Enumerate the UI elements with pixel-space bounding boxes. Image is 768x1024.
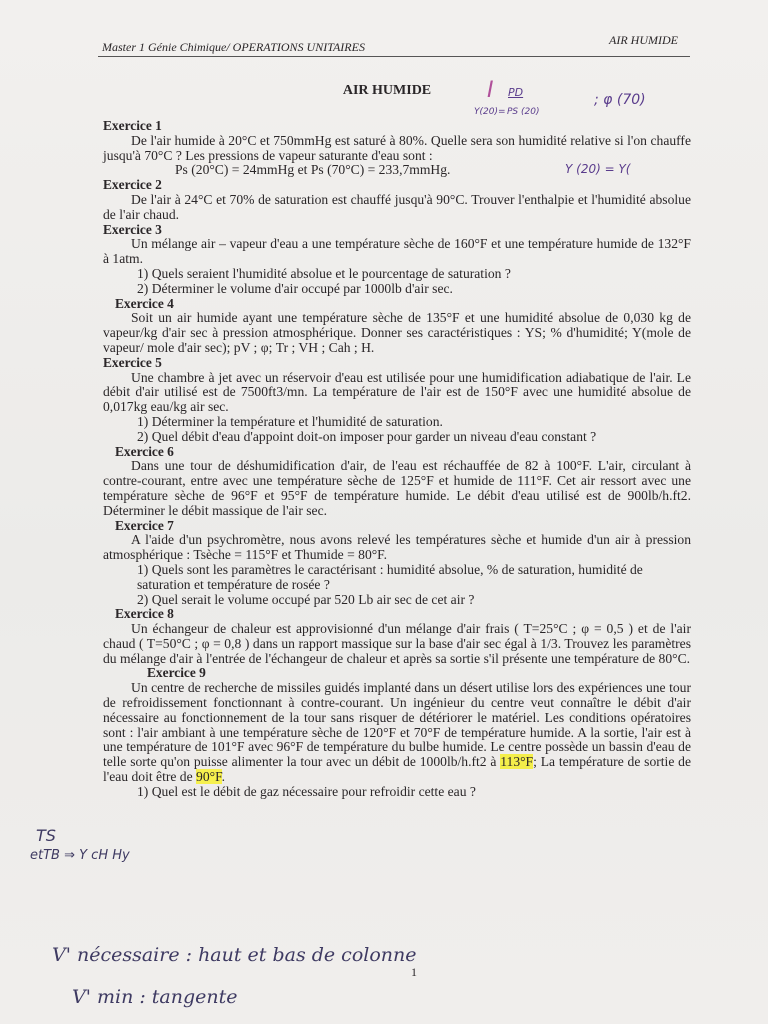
- exercise-text: Soit un air humide ayant une température sèche de 135°F et une humidité absolue de 0,030 kg de vapeur/kg d'air sec à pression atmosphérique. Donner ses caractéristiques : YS; % d'humidité; Y(mole de vapeur/ mole d'air sec); pV ; φ; Tr ; VH ; Cah ; H.: [103, 310, 691, 355]
- exercise-5: [103, 356, 691, 445]
- exercise-8: [103, 607, 691, 666]
- exercise-text: [103, 681, 691, 785]
- exercise-question: 1) Quels sont les paramètres le caractérisant : humidité absolue, % de saturation, humidité de saturation et température de rosée ?: [137, 561, 643, 592]
- exercise-title: Exercice 8: [115, 606, 174, 622]
- annotation-ettb: etTB ⇒ Y cH Hy: [30, 848, 130, 863]
- exercise-list: [103, 119, 691, 800]
- exercise-title: Exercice 6: [115, 443, 174, 459]
- annotation-phi70: ; φ (70): [594, 92, 646, 108]
- topic-header: AIR HUMIDE: [609, 33, 678, 47]
- exercise-question: 2) Quel débit d'eau d'appoint doit-on imposer pour garder un niveau d'eau constant ?: [137, 428, 597, 444]
- handwritten-note-v-needed: V' nécessaire : haut et bas de colonne: [52, 944, 417, 966]
- exercise-7: [103, 519, 691, 608]
- exercise-text: Un échangeur de chaleur est approvisionné d'un mélange d'air frais ( T=25°C ; φ = 0,5 ) et de l'air chaud ( T=50°C ; φ = 0,8 ) dans un rapport massique sur la base d'air sec égal à 1/3. Trouvez les paramètres du mélange d'air à l'entrée de l'échangeur de chaleur et après sa sortie s'il présente une température de 80°C.: [103, 621, 691, 666]
- exercise-3: [103, 223, 691, 297]
- exercise-title: Exercice 4: [115, 295, 174, 311]
- exercise-text: Dans une tour de déshumidification d'air, de l'eau est réchauffée de 82 à 100°F. L'air, circulant à contre-courant, entre avec une température sèche de 125°F et humide de 111°F. Cet air ressort avec une température sèche de 96°F et 95°F de température humide. Le débit d'eau utilisé est de 900lb/h.ft2. Déterminer le débit massique de l'air sec.: [103, 458, 691, 518]
- exercise-question: 1) Quels seraient l'humidité absolue et le pourcentage de saturation ?: [137, 265, 511, 281]
- exercise-question: 1) Déterminer la température et l'humidité de saturation.: [137, 413, 443, 429]
- exercise-title: Exercice 5: [103, 354, 162, 370]
- exercise-title: Exercice 3: [103, 221, 162, 237]
- exercise-text-part: ; La température de sortie de l'eau doit être de: [103, 754, 691, 785]
- exercise-question: 2) Quel serait le volume occupé par 520 Lb air sec de cet air ?: [137, 591, 475, 607]
- annotation-y20: Y(20)=: [474, 107, 506, 117]
- handwritten-note-v-min: V' min : tangente: [72, 986, 238, 1008]
- exercise-text: Une chambre à jet avec un réservoir d'eau est utilisée pour une humidification adiabatique de l'air. Le débit d'air utilisé est de 7500ft3/mn. La température de l'air est de 150°F avec une humidité absolue de 0,017kg eau/kg air sec.: [103, 369, 691, 415]
- exercise-text: De l'air à 24°C et 70% de saturation est chauffé jusqu'à 90°C. Trouver l'enthalpie et l'humidité absolue de l'air chaud.: [103, 191, 691, 222]
- exercise-title: Exercice 1: [103, 118, 162, 133]
- exercise-title: Exercice 9: [147, 665, 206, 681]
- exercise-4: [103, 297, 691, 356]
- exercise-title: Exercice 2: [103, 177, 162, 193]
- exercise-text: Un mélange air – vapeur d'eau a une température sèche de 160°F et une température humide de 132°F à 1atm.: [103, 236, 691, 267]
- exercise-text-part: Un centre de recherche de missiles guidés implanté dans un désert utilise lors des expériences une tour de refroidissement fonctionnant à contre-courant. Un ingénieur du centre veut connaître le débit d'air nécessaire au fonctionnement de la tour sans risquer de détériorer le matériel. Les conditions opératoires sont : l'air ambiant à une température sèche de 120°F et 70°F de température humide. A la sortie, l'air est à une température de 101°F avec 96°F de température du bulbe humide. Le centre possède un bassin d'eau de telle sorte qu'on puisse alimenter la tour avec un débit de 1000lb/h.ft2 à: [103, 680, 691, 770]
- annotation-pd-bottom: PS (20): [507, 107, 540, 117]
- annotation-y-equal: Y (20) = Y(: [565, 162, 631, 176]
- exercise-text: A l'aide d'un psychromètre, nous avons relevé les températures sèche et humide d'un air à pression atmosphérique : Tsèche = 115°F et Thumide = 80°F.: [103, 532, 691, 563]
- highlighted-temperature-inlet: 113°F: [500, 754, 534, 770]
- exercise-2: [103, 178, 691, 222]
- page-number: 1: [411, 965, 417, 979]
- annotation-roman-one: I: [487, 78, 494, 103]
- course-header: Master 1 Génie Chimique/ OPERATIONS UNITAIRES: [102, 40, 365, 54]
- exercise-9: [103, 666, 691, 799]
- exercise-text-part: .: [221, 769, 225, 785]
- annotation-ts: TS: [36, 826, 56, 845]
- exercise-title: Exercice 7: [115, 517, 174, 533]
- exercise-formula: Ps (20°C) = 24mmHg et Ps (70°C) = 233,7mmHg.: [175, 162, 451, 178]
- exercise-question: 1) Quel est le débit de gaz nécessaire pour refroidir cette eau ?: [137, 783, 476, 799]
- exercise-text: De l'air humide à 20°C et 750mmHg est saturé à 80%. Quelle sera son humidité relative si l'on chauffe jusqu'à 70°C ? Les pressions de vapeur saturante d'eau sont :: [103, 132, 691, 163]
- exercise-1: [103, 119, 691, 178]
- header-rule: [98, 56, 690, 57]
- exercise-question: 2) Déterminer le volume d'air occupé par 1000lb d'air sec.: [137, 280, 453, 296]
- annotation-pd-top: PD: [508, 86, 524, 99]
- highlighted-temperature-outlet: 90°F: [196, 769, 222, 785]
- exercise-6: [103, 445, 691, 519]
- page-title: AIR HUMIDE: [342, 83, 432, 98]
